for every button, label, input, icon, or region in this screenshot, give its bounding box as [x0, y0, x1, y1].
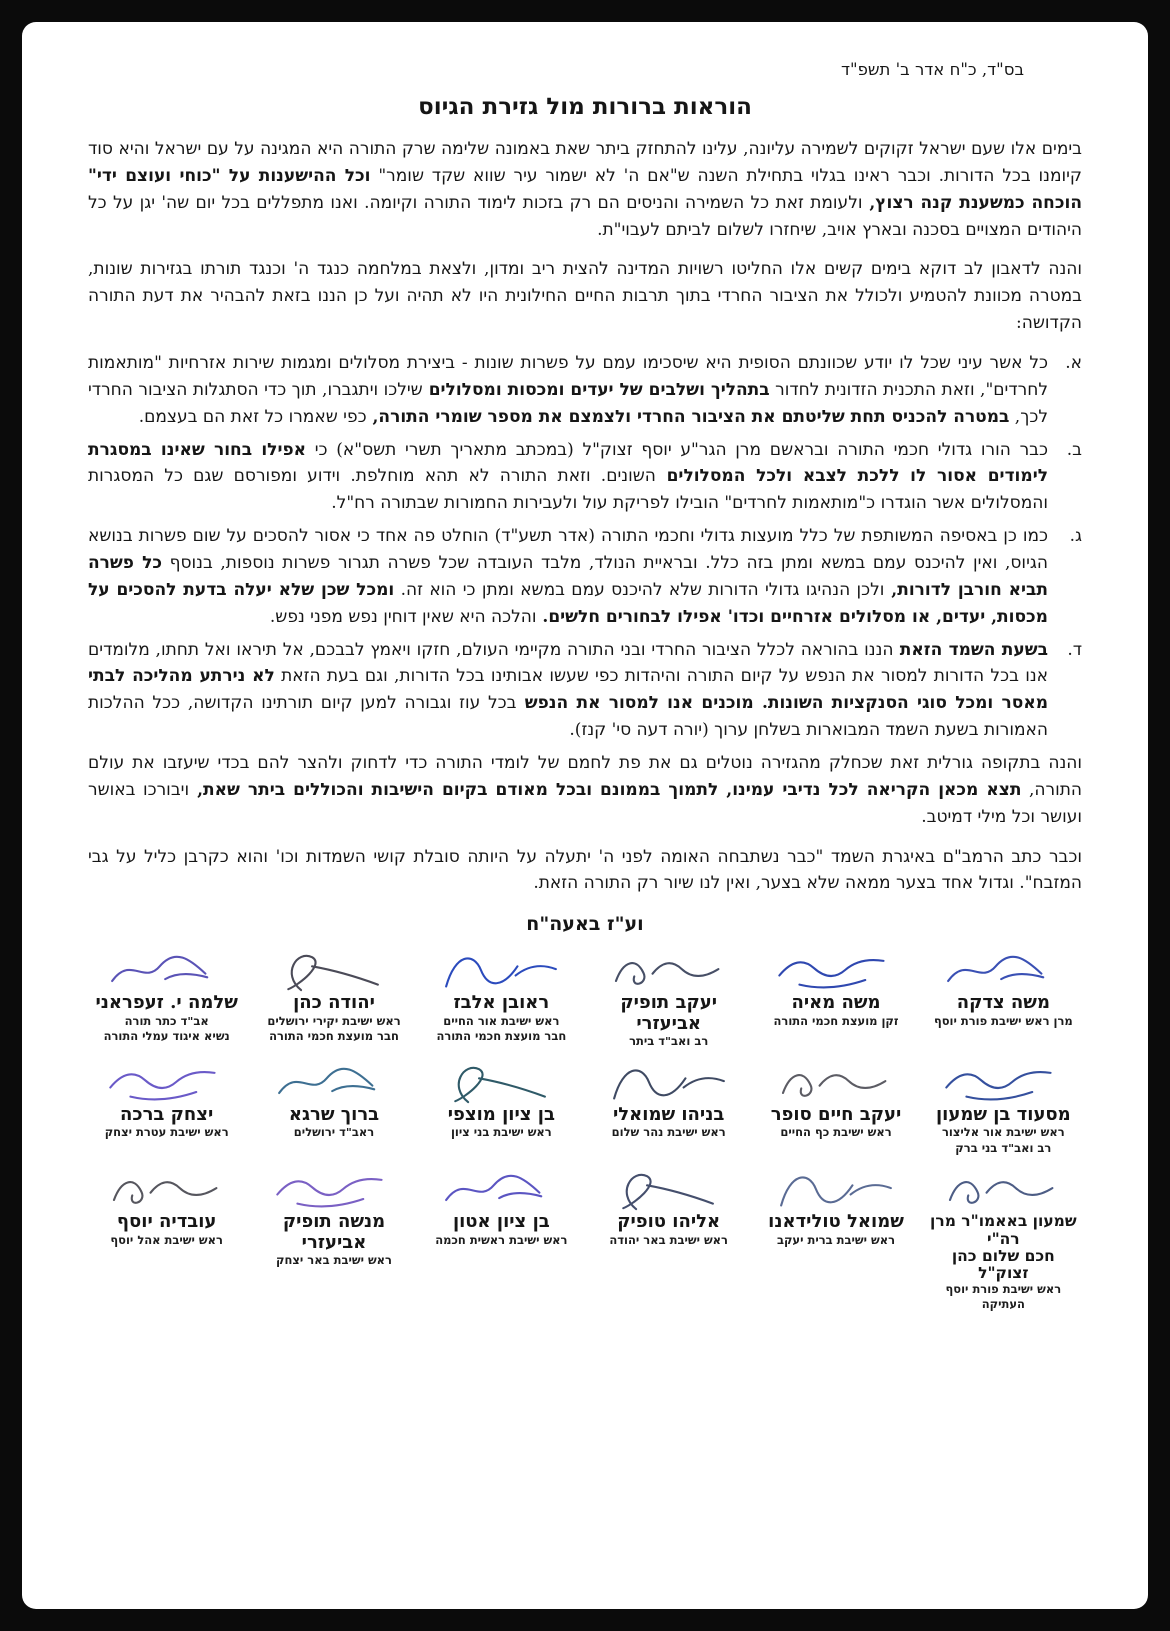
text-run: הננו בהוראה לכלל הציבור החרדי ובני התורה מקיימי העולם, חזקו ויאמץ לבבכם, אל תיראו ואל תחתו, מלומדים אנו בכל הדורות למסור את הנפש על קיום התורה והיהדות כפי שעשו אבותינו בכל הדורות, וגם בעת הזאת	[88, 639, 1048, 687]
paragraph-rambam	[88, 844, 1082, 898]
document-page	[22, 22, 1148, 1609]
item-letter-alef: א.	[1065, 353, 1082, 374]
text-run: בכל עוז וגבורה למען קיום תורתינו הקדושה, ככל ההלכות האמורות בשעת השמד המבוארות בשלחן ערוך (יורה דעה סי' קנז).	[88, 693, 1048, 741]
text-run: והלכה היא שאין דוחין נפש מפני נפש.	[269, 606, 537, 627]
signatory-name: שלמה י. זעפראני	[95, 992, 238, 1014]
signatory-name: יעקב תופיק אביעזרי	[620, 992, 717, 1034]
signatory-name: אליהו טופיק	[617, 1211, 721, 1233]
signature-scribble-icon	[772, 1164, 900, 1214]
signature-scribble-icon	[103, 1057, 231, 1107]
text-run: לא נירתע מהליכה לבתי מאסר ומכל סוגי הסנקציות השונות. מוכנים אנו למסור את הנפש	[88, 666, 1048, 714]
signatory-name: בן ציון מוצפי	[447, 1104, 555, 1126]
text-run: בשעת השמד הזאת	[893, 639, 1048, 660]
list-item-dalet	[88, 637, 1082, 744]
signatory-title: חבר מועצת חכמי התורה	[436, 1029, 567, 1044]
signature-block	[423, 943, 580, 1051]
text-run: וכל ההישענות על "כוחי ועוצם ידי" הוכחה כמשענת קנה רצוץ,	[88, 165, 1082, 213]
text-run: תצא מכאן הקריאה לכל נדיבי עמינו, לתמוך בממונם ובכל מאודם בקיום הישיבות והכוללים ביתר שאת,	[189, 779, 1022, 800]
signature-row-1	[88, 943, 1082, 1051]
text-run: ולכן הנהיגו גדולי הדורות שלא להיכנס עמם במשא ומתן כי הוא זה.	[394, 579, 885, 600]
text-run: כפי שאמרו כל זאת הם בעצמם.	[138, 406, 367, 427]
signature-row-2	[88, 1055, 1082, 1158]
signature-block	[925, 1162, 1082, 1314]
item-text-bet	[88, 437, 1048, 518]
page-title: הוראות ברורות מול גזירת הגיוס	[418, 93, 752, 120]
signature-block	[925, 1055, 1082, 1158]
signatory-name: מנשה תופיק אביעזרי	[282, 1211, 386, 1253]
signature-scribble-icon	[605, 945, 733, 995]
item-letter-bet: ב.	[1066, 439, 1082, 460]
signatory-name: משה צדקה	[956, 992, 1050, 1014]
text-run: כמו כן באסיפה המשותפת של כלל מועצות גדולי וחכמי התורה (אדר תשע"ד) הוחלט פה אחד כי אסור להסכים על שום פשרות בנושא הגיוס, ואין להיכנס עמם במשא ומתן בזה כלל. ובראיית הנולד, מלבד העובדה שכל פשרה תגרור פשרות נוספות, בנוסף	[88, 526, 1048, 574]
signature-scribble-icon	[772, 1057, 900, 1107]
signature-block	[925, 943, 1082, 1051]
signatory-title: ראב"ד ירושלים	[293, 1125, 375, 1140]
signatory-title: ראש ישיבת ראשית חכמה	[435, 1232, 568, 1247]
signatory-name: מסעוד בן שמעון	[935, 1104, 1071, 1126]
signatory-title: נשיא איגוד עמלי התורה	[103, 1029, 230, 1044]
signature-block	[757, 1055, 914, 1158]
signatory-title: ראש ישיבת פורת יוסף העתיקה	[945, 1281, 1062, 1312]
signature-block	[88, 1162, 245, 1314]
signatory-name: משה מאיה	[791, 992, 881, 1014]
signatory-title: רב ואב"ד בני ברק	[955, 1140, 1052, 1155]
signature-scribble-icon	[939, 1164, 1067, 1214]
text-run: ויבורכו באושר ועושר וכל מילי דמיטב.	[88, 779, 1082, 827]
item-text-gimel	[88, 523, 1048, 630]
signatory-title: ראש ישיבת אהל יוסף	[110, 1232, 223, 1247]
text-run: במטרה להכניס תחת שליטתם את הציבור החרדי ולצמצם את מספר שומרי התורה,	[366, 406, 1010, 427]
signatory-name: יהודה כהן	[293, 992, 375, 1014]
text-run: אפילו בחור שאינו במסגרת לימודים אסור לו ללכת לצבא ולכל המסלולים	[88, 439, 1048, 487]
signatory-title: חבר מועצת חכמי התורה	[269, 1029, 399, 1044]
paragraph-background	[88, 256, 1082, 337]
signature-scribble-icon	[103, 945, 231, 995]
signatory-title: ראש ישיבת באר יהודה	[609, 1232, 728, 1247]
signature-block	[757, 1162, 914, 1314]
signature-scribble-icon	[270, 945, 398, 995]
signatory-name: יצחק ברכה	[120, 1104, 214, 1126]
signature-scribble-icon	[939, 1057, 1067, 1107]
signature-block	[423, 1055, 580, 1158]
signatory-name: שמעון באאמו"ר מרן רה"י חכם שלום כהן זצוק"ל	[930, 1211, 1077, 1283]
list-item-alef	[88, 350, 1082, 431]
signature-block	[88, 943, 245, 1051]
signature-scribble-icon	[270, 1057, 398, 1107]
signatory-title: ראש ישיבת באר יצחק	[276, 1252, 392, 1267]
signature-block	[255, 1055, 412, 1158]
signature-block	[590, 1055, 747, 1158]
item-text-dalet	[88, 637, 1048, 744]
list-item-bet	[88, 437, 1082, 518]
signature-scribble-icon	[270, 1164, 398, 1214]
text-run: בימים אלו שעם ישראל זקוקים לשמירה עליונה, עלינו להתחזק ביתר שאת באמונה שלימה שרק התורה היא המגינה על עם ישראל והיא סוד קיומנו בכל הדורות. וכבר ראינו בגלוי בתחילת השנה ש"אם ה' לא ישמור עיר שווא שקד שומר"	[88, 139, 1082, 186]
signature-block	[423, 1162, 580, 1314]
signatory-name: בן ציון אטון	[452, 1211, 550, 1233]
signature-block	[255, 943, 412, 1051]
text-run: שילכו ויתגברו, תוך כדי הסתגלות הציבור החרדי לכך,	[88, 379, 1048, 427]
signatory-name: יעקב חיים סופר	[770, 1104, 902, 1126]
text-run: כבר הורו גדולי חכמי התורה ובראשם מרן הגר"ע יוסף זצוק"ל (במכתב מתאריך תשרי תשס"א) כי	[306, 439, 1048, 460]
signature-row-3	[88, 1162, 1082, 1314]
signature-scribble-icon	[103, 1164, 231, 1214]
signature-block	[590, 1162, 747, 1314]
document-date: בס"ד, כ"ח אדר ב' תשפ"ד	[840, 60, 1024, 79]
item-letter-gimel: ג.	[1069, 526, 1082, 547]
signature-scribble-icon	[772, 945, 900, 995]
signatory-name: ראובן אלבז	[453, 992, 550, 1014]
signature-scribble-icon	[605, 1164, 733, 1214]
signatory-name: בניהו שמואלי	[612, 1104, 725, 1126]
signature-scribble-icon	[437, 945, 565, 995]
item-text-alef	[88, 350, 1048, 431]
signatory-title: ראש ישיבת יקירי ירושלים	[267, 1013, 401, 1028]
signature-block	[590, 943, 747, 1051]
paragraph-donations	[88, 750, 1082, 831]
signatory-title: ראש ישיבת אור אליצור	[941, 1125, 1065, 1140]
text-run: כל אשר עיני שכל לו יודע שכוונתם הסופית היא שיסכימו עמם על פשרות שונות - ביצירת מסלולים ומגמות שירות אזרחיות "מותאמות לחרדים", וזאת התכנית הזדונית לחדור	[88, 353, 1048, 400]
text-run: והנה בתקופה גורלית זאת שכחלק מהגזירה נוטלים גם את פת לחמם של לומדי התורה כדי לדחוק ולהצר להם בכדי שיעזבו את עולם התורה,	[88, 753, 1082, 800]
signature-scribble-icon	[437, 1164, 565, 1214]
signature-block	[757, 943, 914, 1051]
text-run: בתהליך ושלבים של יעדים ומכסות ומסלולים	[422, 379, 770, 400]
signatory-name: שמואל טולידאנו	[768, 1211, 904, 1233]
signatory-title: ראש ישיבת נהר שלום	[611, 1125, 726, 1140]
paragraph-intro	[88, 136, 1082, 243]
signature-block	[88, 1055, 245, 1158]
signatory-title: רב ואב"ד ביתר	[629, 1033, 709, 1048]
signature-scribble-icon	[939, 945, 1067, 995]
signatory-title: ראש ישיבת בני ציון	[450, 1125, 552, 1140]
signature-scribble-icon	[437, 1057, 565, 1107]
signatory-title: ראש ישיבת ברית יעקב	[776, 1232, 896, 1247]
signature-scribble-icon	[605, 1057, 733, 1107]
signatory-title: ראש ישיבת כף החיים	[780, 1125, 892, 1140]
text-run: כל פשרה תביא חורבן לדורות,	[88, 553, 1049, 600]
signatory-title: ראש ישיבת עטרת יצחק	[104, 1125, 229, 1140]
signatory-name: עובדיה יוסף	[116, 1211, 217, 1233]
signatory-title: זקן מועצת חכמי התורה	[773, 1013, 899, 1028]
signatory-title: ראש ישיבת אור החיים	[443, 1013, 560, 1028]
closing-line: וע"ז באעה"ח	[526, 913, 644, 936]
signature-block	[255, 1162, 412, 1314]
list-item-gimel	[88, 523, 1082, 630]
signatory-title: מרן ראש ישיבת פורת יוסף	[933, 1013, 1073, 1028]
text-run: ולעומת זאת כל השמירה והניסים הם רק בזכות לימוד התורה וקיומה. ואנו מתפללים בכל יום שה' יגן על כל היהודים המצויים בסכנה ובארץ אויב, שיחזרו לשלום לביתם לעבוי"ת.	[88, 192, 1082, 240]
text-run: ומכל שכן שלא יעלה בדעת להסכים על מכסות, יעדים, או מסלולים אזרחיים וכדו' אפילו לבחורים חלשים.	[88, 579, 1048, 627]
item-letter-dalet: ד.	[1067, 639, 1082, 660]
text-run: וכבר כתב הרמב"ם באיגרת השמד "כבר נשתבחה האומה לפני ה' יתעלה על היותה סובלת קושי השמדות וכו' והוא כקרבן כליל על גבי המזבח". וגדול אחד בצער ממאה שלא בצער, ואין לנו שיור רק התורה הזאת.	[88, 846, 1082, 894]
signatory-title: אב"ד כתר תורה	[124, 1013, 209, 1028]
text-run: והנה לדאבון לב דוקא בימים קשים אלו החליטו רשויות המדינה להצית ריב ומדון, ולצאת במלחמה כנגד ה' וכנגד תורתו בגזירות שונות, במטרה מכוונת להטמיע ולכולל את הציבור החרדי בתוך תרבות החיים החילונית היו לא תהיה ועל כן הננו בזאת להבהיר את דעת התורה הקדושה:	[88, 259, 1082, 334]
signatory-name: ברוך שרגא	[288, 1104, 380, 1126]
text-run: השונים. וזאת התורה לא תהא מוחלפת. וידוע ומפורסם שגם כל המסגרות והמסלולים אשר הוגדרו כ"מותאמות לחרדים" הובילו לפריקת עול ולעבירות החמורות שבתורה רח"ל.	[88, 466, 1048, 514]
